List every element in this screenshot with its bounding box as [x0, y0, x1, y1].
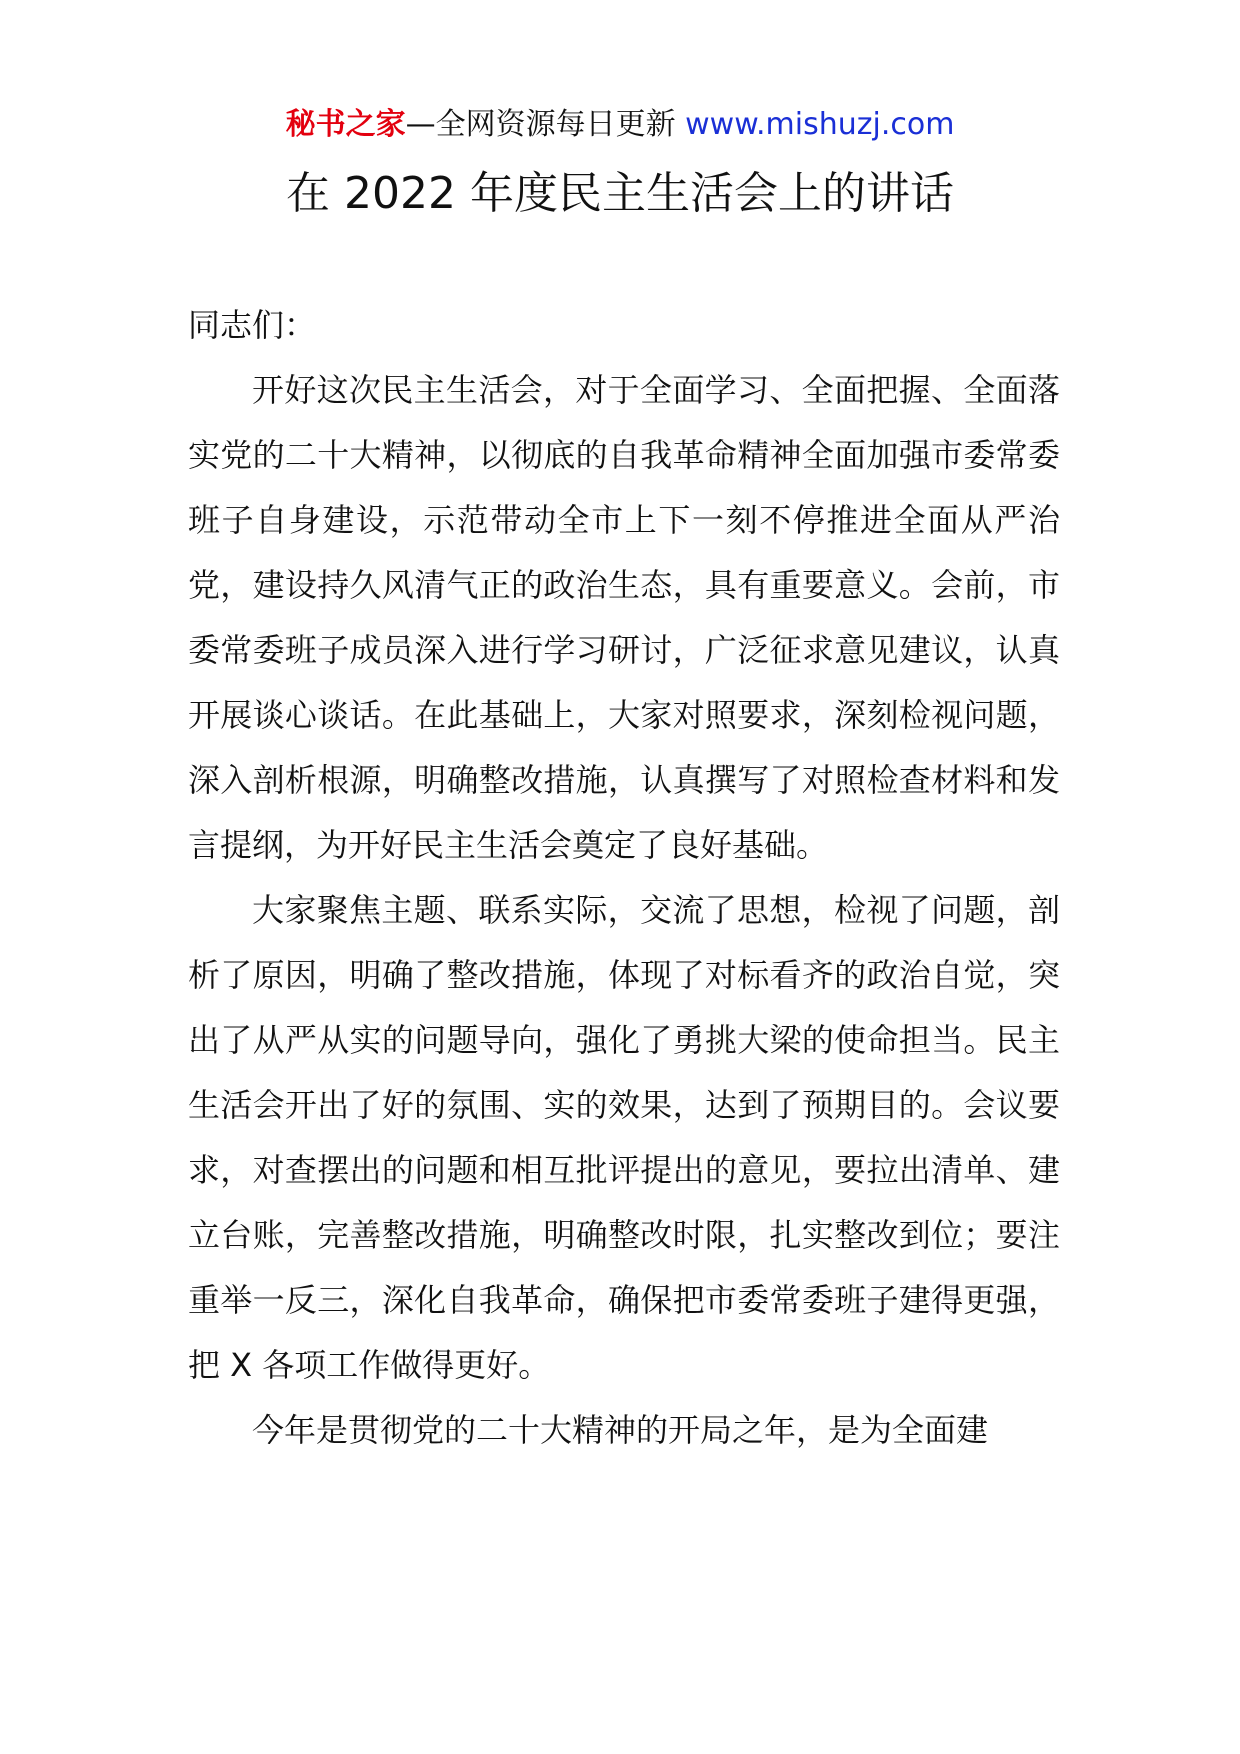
paragraph-2: 大家聚焦主题、联系实际，交流了思想，检视了问题，剖析了原因，明确了整改措施，体现了对标看齐的政治自觉，突出了从严从实的问题导向，强化了勇挑大梁的使命担当。民主生活会开出了好的氛围、实的效果，达到了预期目的。会议要求，对查摆出的问题和相互批评提出的意见，要拉出清单、建立台账，完善整改措施，明确整改时限，扎实整改到位；要注重举一反三，深化自我革命，确保把市委常委班子建得更强，把 X 各项工作做得更好。: [188, 891, 1060, 1384]
site-brand: 秘书之家: [285, 107, 406, 142]
document-title: 在 2022 年度民主生活会上的讲话: [286, 168, 954, 219]
document-body: [188, 293, 1060, 1463]
paragraph-3: 今年是贯彻党的二十大精神的开局之年，是为全面建: [252, 1411, 989, 1449]
site-header: [0, 100, 1240, 150]
salutation: 同志们：: [188, 306, 317, 344]
site-slogan: —全网资源每日更新: [405, 107, 676, 142]
paragraph-1: 开好这次民主生活会，对于全面学习、全面把握、全面落实党的二十大精神，以彻底的自我革命精神全面加强市委常委班子自身建设，示范带动全市上下一刻不停推进全面从严治党，建设持久风清气正的政治生态，具有重要意义。会前，市委常委班子成员深入进行学习研讨，广泛征求意见建议，认真开展谈心谈话。在此基础上，大家对照要求，深刻检视问题，深入剖析根源，明确整改措施，认真撰写了对照检查材料和发言提纲，为开好民主生活会奠定了良好基础。: [188, 371, 1060, 864]
site-url-link[interactable]: www.mishuzj.com: [685, 107, 955, 142]
